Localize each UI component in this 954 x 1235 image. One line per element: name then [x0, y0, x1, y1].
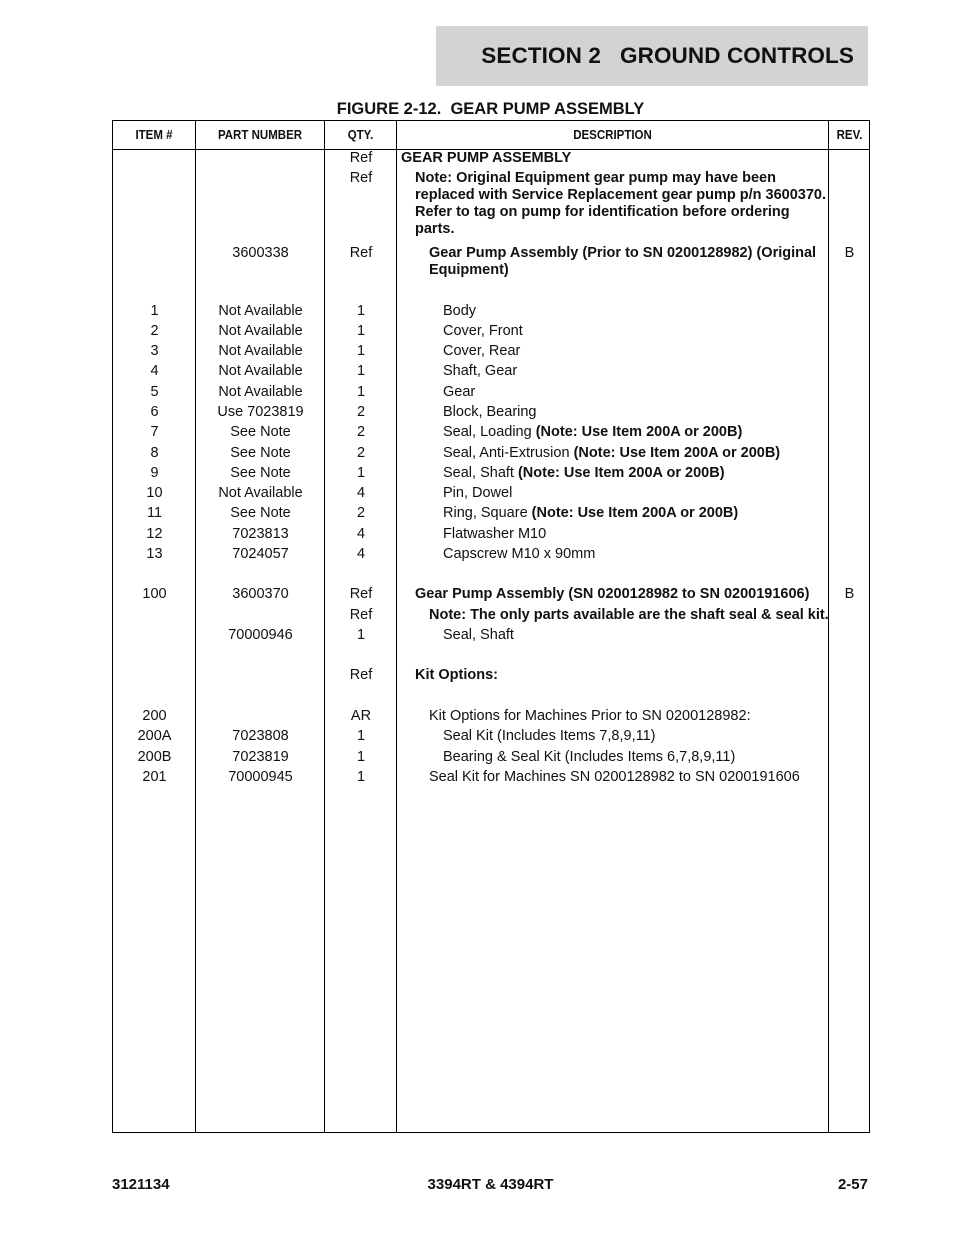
- item-number: 9: [150, 465, 159, 481]
- quantity: 4: [356, 526, 366, 542]
- quantity: 1: [356, 363, 366, 379]
- description-text: Seal Kit (Includes Items 7,8,9,11): [443, 728, 656, 744]
- part-number: 7023808: [232, 728, 289, 744]
- quantity: 1: [356, 749, 366, 765]
- description: [443, 384, 828, 401]
- description-note: (Note: Use Item 200A or 200B): [531, 505, 739, 521]
- description: [443, 303, 828, 320]
- part-number: 3600370: [232, 586, 289, 602]
- column-header-rev: REV.: [836, 128, 863, 142]
- description: [415, 667, 828, 684]
- description-note: (Note: Use Item 200A or 200B): [573, 445, 781, 461]
- description-text: Note: Original Equipment gear pump may have been replaced with Service Replacement gear pump p/n 3600370. Refer to tag on pump for identification before ordering parts.: [415, 170, 827, 237]
- quantity: 1: [356, 627, 366, 643]
- item-number: 10: [146, 485, 163, 501]
- section-header: [436, 26, 868, 86]
- quantity: 4: [356, 485, 366, 501]
- quantity: 1: [356, 384, 366, 400]
- description: [429, 245, 824, 279]
- quantity: 1: [356, 728, 366, 744]
- part-number: See Note: [230, 505, 291, 521]
- description: [429, 708, 828, 725]
- description: [443, 445, 828, 462]
- parts-table: [112, 120, 870, 1133]
- part-number: See Note: [230, 445, 291, 461]
- description-text: Bearing & Seal Kit (Includes Items 6,7,8,9,11): [443, 749, 736, 765]
- item-number: 3: [150, 343, 159, 359]
- part-number: Use 7023819: [217, 404, 304, 420]
- item-number: 201: [142, 769, 167, 785]
- quantity: Ref: [349, 607, 373, 623]
- description-text: GEAR PUMP ASSEMBLY: [401, 150, 572, 166]
- item-number: 8: [150, 445, 159, 461]
- description: [443, 505, 828, 522]
- description: [443, 465, 828, 482]
- footer-model: 3394RT & 4394RT: [427, 1176, 554, 1193]
- item-number: 200A: [137, 728, 172, 744]
- column-header-qty: QTY.: [347, 128, 374, 142]
- part-number: Not Available: [218, 384, 303, 400]
- quantity: 1: [356, 769, 366, 785]
- item-number: 200: [142, 708, 167, 724]
- quantity: 4: [356, 546, 366, 562]
- quantity: 2: [356, 505, 366, 521]
- quantity: 2: [356, 424, 366, 440]
- description-text: Cover, Rear: [443, 343, 521, 359]
- description-text: Kit Options for Machines Prior to SN 0200128982:: [429, 708, 751, 724]
- item-number: 100: [142, 586, 167, 602]
- footer-page-number: 2-57: [837, 1176, 868, 1193]
- part-number: See Note: [230, 424, 291, 440]
- description-text: Seal Kit for Machines SN 0200128982 to SN 0200191606: [429, 769, 800, 785]
- description-note: (Note: Use Item 200A or 200B): [517, 465, 725, 481]
- description: [443, 363, 828, 380]
- part-number: 70000946: [228, 627, 293, 643]
- description: [443, 424, 828, 441]
- description: [443, 627, 828, 644]
- description-text: Seal, Anti-Extrusion: [443, 445, 570, 461]
- part-number: Not Available: [218, 323, 303, 339]
- quantity: 1: [356, 343, 366, 359]
- item-number: 2: [150, 323, 159, 339]
- description: [415, 586, 828, 603]
- description-text: Kit Options:: [415, 667, 498, 683]
- figure-title: FIGURE 2-12. GEAR PUMP ASSEMBLY: [336, 100, 645, 118]
- description-text: Ring, Square: [443, 505, 528, 521]
- description: [429, 769, 828, 786]
- description-text: Seal, Shaft: [443, 465, 514, 481]
- part-number: Not Available: [218, 343, 303, 359]
- description: [415, 170, 827, 238]
- quantity: 1: [356, 465, 366, 481]
- item-number: 4: [150, 363, 159, 379]
- item-number: 5: [150, 384, 159, 400]
- description: [443, 749, 828, 766]
- revision: B: [844, 245, 855, 261]
- description-text: Seal, Loading: [443, 424, 532, 440]
- description: [401, 150, 828, 167]
- description-text: Capscrew M10 x 90mm: [443, 546, 596, 562]
- part-number: 7023813: [232, 526, 289, 542]
- part-number: 3600338: [232, 245, 289, 261]
- column-header-description: DESCRIPTION: [573, 128, 652, 142]
- description-text: Gear Pump Assembly (SN 0200128982 to SN 0200191606): [415, 586, 810, 602]
- description-text: Cover, Front: [443, 323, 523, 339]
- quantity: 1: [356, 323, 366, 339]
- quantity: Ref: [349, 586, 373, 602]
- description: [429, 607, 828, 624]
- part-number: 70000945: [228, 769, 293, 785]
- description: [443, 485, 828, 502]
- part-number: Not Available: [218, 363, 303, 379]
- item-number: 11: [146, 505, 163, 521]
- quantity: AR: [350, 708, 372, 724]
- item-number: 7: [150, 424, 159, 440]
- item-number: 6: [150, 404, 159, 420]
- item-number: 1: [150, 303, 159, 319]
- description: [443, 343, 828, 360]
- description-text: Flatwasher M10: [443, 526, 547, 542]
- column-divider: [828, 121, 829, 1132]
- quantity: Ref: [349, 245, 373, 261]
- column-header-part-number: PART NUMBER: [217, 128, 303, 142]
- description: [443, 404, 828, 421]
- description-text: Seal, Shaft: [443, 627, 514, 643]
- part-number: Not Available: [218, 303, 303, 319]
- quantity: Ref: [349, 150, 373, 166]
- quantity: 2: [356, 445, 366, 461]
- description: [443, 323, 828, 340]
- part-number: See Note: [230, 465, 291, 481]
- quantity: Ref: [349, 170, 373, 186]
- quantity: 1: [356, 303, 366, 319]
- quantity: Ref: [349, 667, 373, 683]
- description-text: Gear Pump Assembly (Prior to SN 0200128982) (Original Equipment): [429, 245, 817, 278]
- description-text: Shaft, Gear: [443, 363, 518, 379]
- description: [443, 728, 828, 745]
- section-title: SECTION 2 GROUND CONTROLS: [481, 43, 854, 68]
- item-number: 200B: [137, 749, 172, 765]
- description: [443, 546, 828, 563]
- description-text: Block, Bearing: [443, 404, 537, 420]
- description-text: Pin, Dowel: [443, 485, 513, 501]
- part-number: 7023819: [232, 749, 289, 765]
- footer-document-number: 3121134: [112, 1176, 170, 1193]
- description-note: (Note: Use Item 200A or 200B): [535, 424, 743, 440]
- quantity: 2: [356, 404, 366, 420]
- item-number: 13: [146, 546, 163, 562]
- part-number: Not Available: [218, 485, 303, 501]
- description-text: Gear: [443, 384, 476, 400]
- item-number: 12: [146, 526, 163, 542]
- description-text: Note: The only parts available are the shaft seal & seal kit.: [429, 607, 829, 623]
- description: [443, 526, 828, 543]
- part-number: 7024057: [232, 546, 289, 562]
- column-header-item: ITEM #: [135, 128, 173, 142]
- revision: B: [844, 586, 855, 602]
- description-text: Body: [443, 303, 477, 319]
